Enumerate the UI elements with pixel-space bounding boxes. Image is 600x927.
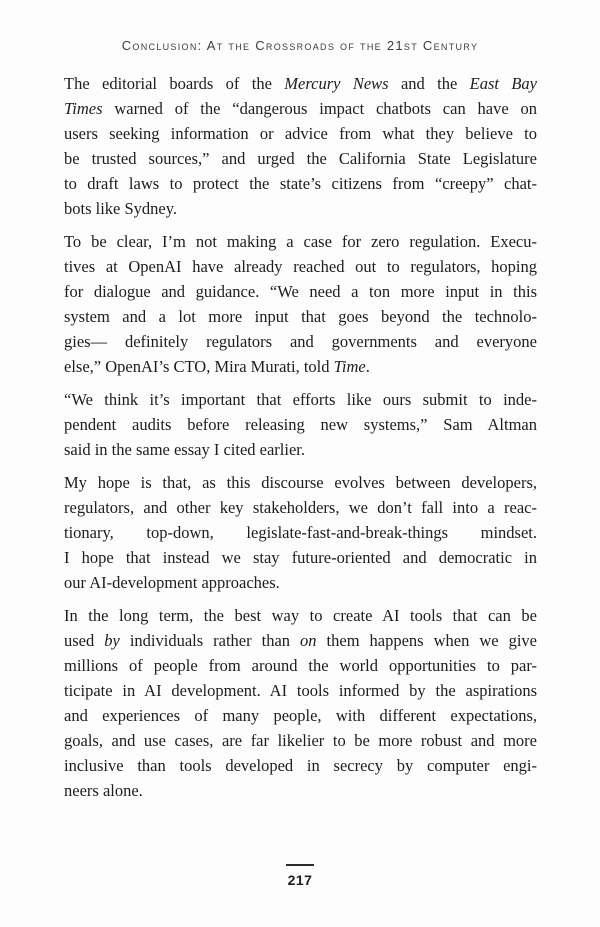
text-segment: to draft laws to protect the state’s citizens from “creepy” chat- bbox=[64, 174, 537, 193]
text-line bbox=[64, 304, 537, 329]
text-segment: . bbox=[365, 357, 370, 376]
italic-text-segment: Times bbox=[64, 99, 103, 118]
text-segment: tionary, top-down, legislate-fast-and-break-things mindset. bbox=[64, 523, 537, 542]
paragraph bbox=[64, 470, 537, 595]
text-segment: inclusive than tools developed in secrecy by computer engi- bbox=[64, 756, 537, 775]
text-line bbox=[64, 96, 537, 121]
text-line bbox=[64, 254, 537, 279]
footer-rule bbox=[286, 864, 314, 866]
text-line bbox=[64, 653, 537, 678]
text-line bbox=[64, 728, 537, 753]
text-segment: and experiences of many people, with different expectations, bbox=[64, 706, 537, 725]
text-segment: ticipate in AI development. AI tools informed by the aspirations bbox=[64, 681, 537, 700]
text-line bbox=[64, 354, 537, 379]
text-segment: gies— definitely regulators and governments and everyone bbox=[64, 332, 537, 351]
text-segment: My hope is that, as this discourse evolves between developers, bbox=[64, 473, 537, 492]
text-segment: regulators, and other key stakeholders, we don’t fall into a reac- bbox=[64, 498, 537, 517]
text-segment: else,” OpenAI’s CTO, Mira Murati, told bbox=[64, 357, 334, 376]
text-segment: tives at OpenAI have already reached out to regulators, hoping bbox=[64, 257, 537, 276]
text-line bbox=[64, 495, 537, 520]
text-line bbox=[64, 387, 537, 412]
text-line bbox=[64, 279, 537, 304]
text-segment: and the bbox=[388, 74, 470, 93]
text-segment: for dialogue and guidance. “We need a ton more input in this bbox=[64, 282, 537, 301]
text-segment: be trusted sources,” and urged the California State Legislature bbox=[64, 149, 537, 168]
italic-text-segment: on bbox=[300, 631, 317, 650]
text-line bbox=[64, 753, 537, 778]
text-line bbox=[64, 121, 537, 146]
paragraph bbox=[64, 603, 537, 803]
text-segment: users seeking information or advice from what they believe to bbox=[64, 124, 537, 143]
text-line bbox=[64, 570, 537, 595]
text-segment: pendent audits before releasing new systems,” Sam Altman bbox=[64, 415, 537, 434]
page-number: 217 bbox=[287, 872, 313, 888]
text-segment: our AI-development approaches. bbox=[64, 573, 280, 592]
text-line bbox=[64, 678, 537, 703]
text-line bbox=[64, 437, 537, 462]
text-line bbox=[64, 470, 537, 495]
text-segment: millions of people from around the world opportunities to par- bbox=[64, 656, 537, 675]
text-line bbox=[64, 196, 537, 221]
page-footer bbox=[0, 864, 600, 888]
text-segment: goals, and use cases, are far likelier to be more robust and more bbox=[64, 731, 537, 750]
text-line bbox=[64, 545, 537, 570]
text-line bbox=[64, 412, 537, 437]
text-line bbox=[64, 628, 537, 653]
text-segment: them happens when we give bbox=[316, 631, 537, 650]
italic-text-segment: East Bay bbox=[469, 74, 537, 93]
text-segment: said in the same essay I cited earlier. bbox=[64, 440, 305, 459]
text-line bbox=[64, 71, 537, 96]
italic-text-segment: Time bbox=[333, 357, 366, 376]
text-segment: individuals rather than bbox=[119, 631, 301, 650]
italic-text-segment: Mercury News bbox=[284, 74, 389, 93]
text-line bbox=[64, 171, 537, 196]
paragraph bbox=[64, 387, 537, 462]
text-line bbox=[64, 520, 537, 545]
text-line bbox=[64, 603, 537, 628]
text-segment: used bbox=[64, 631, 105, 650]
text-segment: system and a lot more input that goes beyond the technolo- bbox=[64, 307, 537, 326]
text-line bbox=[64, 703, 537, 728]
text-line bbox=[64, 329, 537, 354]
text-segment: neers alone. bbox=[64, 781, 143, 800]
paragraph bbox=[64, 71, 537, 221]
running-header: Conclusion: At the Crossroads of the 21st Century bbox=[121, 38, 479, 53]
text-line bbox=[64, 146, 537, 171]
text-segment: bots like Sydney. bbox=[64, 199, 178, 218]
page-body bbox=[64, 71, 537, 811]
italic-text-segment: by bbox=[104, 631, 120, 650]
text-segment: warned of the “dangerous impact chatbots can have on bbox=[102, 99, 537, 118]
text-segment: To be clear, I’m not making a case for zero regulation. Execu- bbox=[64, 232, 537, 251]
text-segment: “We think it’s important that efforts like ours submit to inde- bbox=[64, 390, 537, 409]
text-segment: The editorial boards of the bbox=[64, 74, 285, 93]
text-line bbox=[64, 778, 537, 803]
text-segment: In the long term, the best way to create AI tools that can be bbox=[64, 606, 537, 625]
text-line bbox=[64, 229, 537, 254]
paragraph bbox=[64, 229, 537, 379]
text-segment: I hope that instead we stay future-oriented and democratic in bbox=[64, 548, 537, 567]
